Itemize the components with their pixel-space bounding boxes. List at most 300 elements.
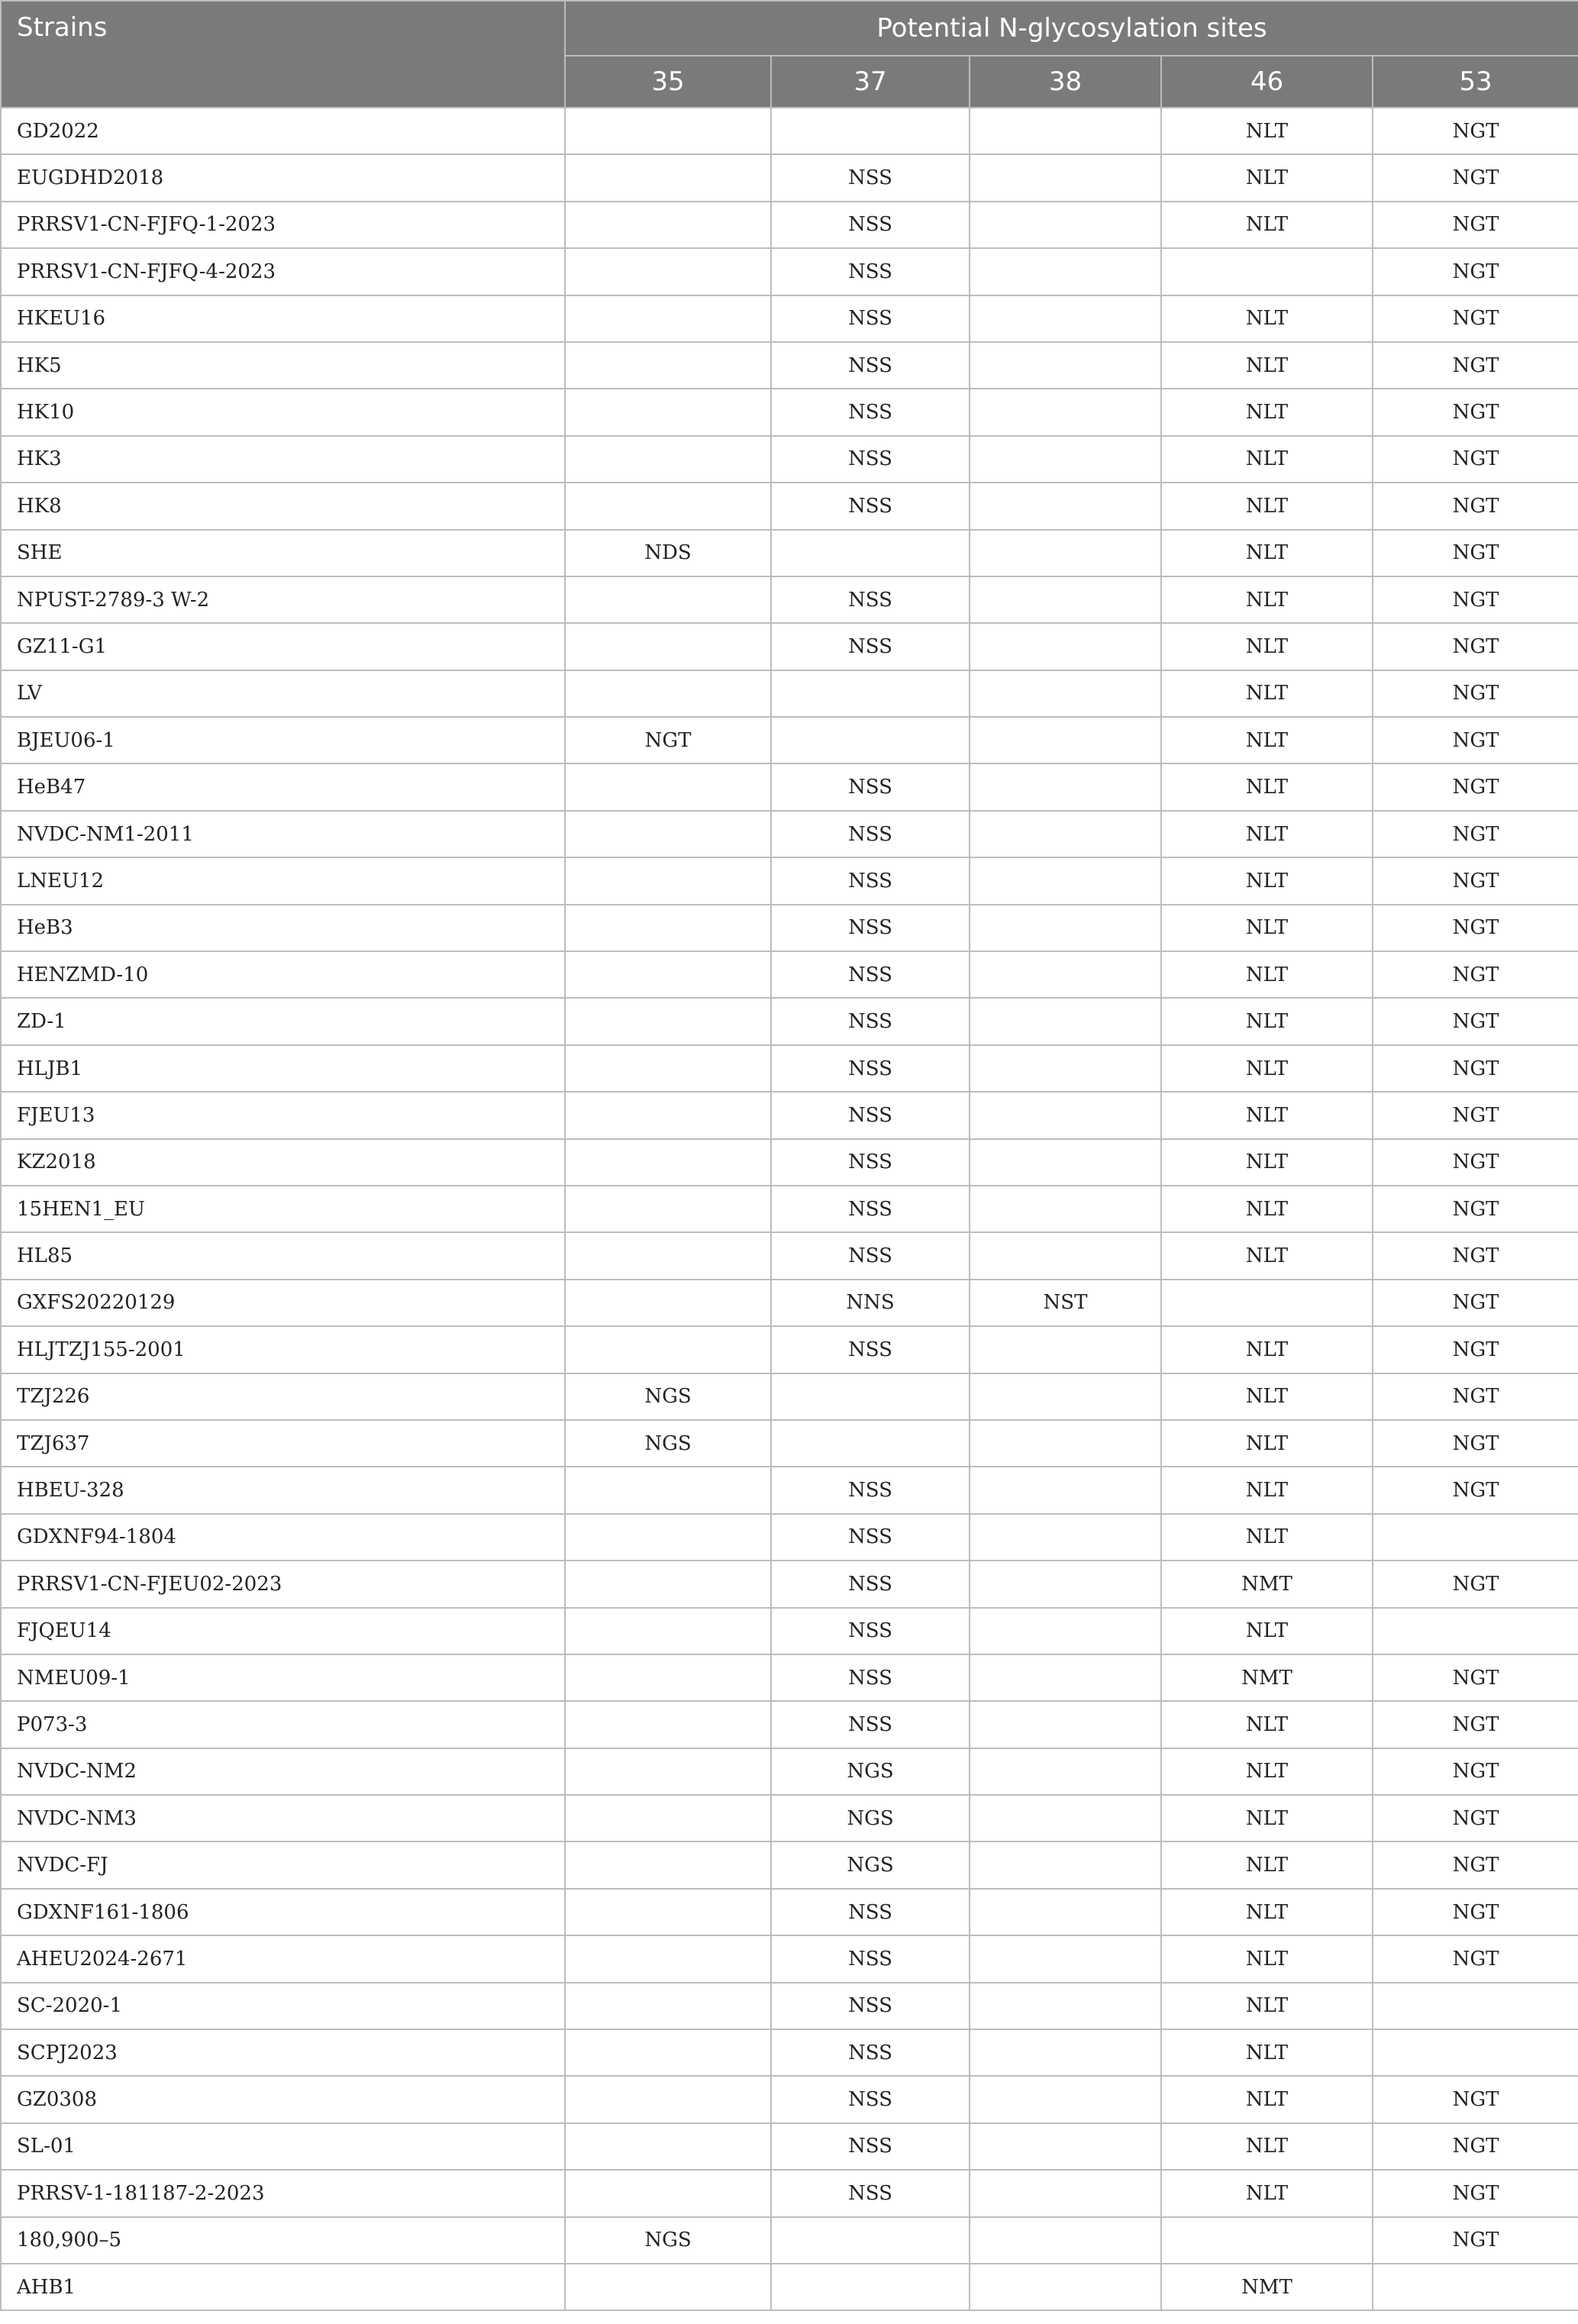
table-row bbox=[1, 763, 1578, 810]
site-35-cell bbox=[565, 951, 771, 998]
site-46-cell: NLT bbox=[1161, 342, 1373, 389]
site-53-cell: NGT bbox=[1373, 1748, 1578, 1795]
site-46-cell: NLT bbox=[1161, 389, 1373, 435]
site-35-cell bbox=[565, 576, 771, 623]
site-38-cell: NST bbox=[970, 1280, 1161, 1326]
site-37-cell: NSS bbox=[771, 2170, 970, 2216]
site-46-cell: NLT bbox=[1161, 154, 1373, 201]
site-38-cell bbox=[970, 1186, 1161, 1232]
site-53-cell bbox=[1373, 1514, 1578, 1561]
strain-cell: NMEU09-1 bbox=[1, 1654, 565, 1701]
site-46-cell: NLT bbox=[1161, 1420, 1373, 1467]
site-38-cell bbox=[970, 1841, 1161, 1888]
site-37-cell: NGS bbox=[771, 1795, 970, 1841]
site-37-cell bbox=[771, 1420, 970, 1467]
site-37-cell: NSS bbox=[771, 248, 970, 295]
site-53-cell: NGT bbox=[1373, 763, 1578, 810]
strain-cell: NVDC-FJ bbox=[1, 1841, 565, 1888]
site-46-cell: NLT bbox=[1161, 1608, 1373, 1654]
site-38-cell bbox=[970, 717, 1161, 763]
site-35-cell bbox=[565, 763, 771, 810]
site-46-cell: NLT bbox=[1161, 1701, 1373, 1748]
site-37-cell: NSS bbox=[771, 951, 970, 998]
site-53-cell: NGT bbox=[1373, 1092, 1578, 1138]
site-37-cell: NSS bbox=[771, 202, 970, 248]
site-46-cell: NMT bbox=[1161, 1654, 1373, 1701]
strain-cell: HeB47 bbox=[1, 763, 565, 810]
site-53-cell: NGT bbox=[1373, 1373, 1578, 1420]
strain-cell: ZD-1 bbox=[1, 998, 565, 1044]
table-row bbox=[1, 905, 1578, 951]
strain-cell: LNEU12 bbox=[1, 857, 565, 904]
site-46-cell: NLT bbox=[1161, 2029, 1373, 2076]
site-35-cell bbox=[565, 2170, 771, 2216]
site-37-cell bbox=[771, 2264, 970, 2310]
table-row bbox=[1, 857, 1578, 904]
site-46-cell: NLT bbox=[1161, 1139, 1373, 1186]
site-53-cell: NGT bbox=[1373, 530, 1578, 576]
site-35-cell bbox=[565, 811, 771, 857]
position-header-37: 37 bbox=[771, 56, 970, 108]
table-row bbox=[1, 1373, 1578, 1420]
table-row bbox=[1, 1232, 1578, 1279]
strain-cell: PRRSV1-CN-FJEU02-2023 bbox=[1, 1561, 565, 1607]
site-38-cell bbox=[970, 1889, 1161, 1935]
site-37-cell: NSS bbox=[771, 1092, 970, 1138]
site-35-cell: NGS bbox=[565, 1420, 771, 1467]
site-53-cell: NGT bbox=[1373, 295, 1578, 342]
strain-cell: GD2022 bbox=[1, 108, 565, 154]
site-37-cell: NGS bbox=[771, 1841, 970, 1888]
site-53-cell: NGT bbox=[1373, 717, 1578, 763]
table-row bbox=[1, 576, 1578, 623]
site-38-cell bbox=[970, 998, 1161, 1044]
site-53-cell: NGT bbox=[1373, 154, 1578, 201]
site-35-cell bbox=[565, 905, 771, 951]
strain-cell: HK5 bbox=[1, 342, 565, 389]
strain-cell: 15HEN1_EU bbox=[1, 1186, 565, 1232]
site-46-cell: NLT bbox=[1161, 998, 1373, 1044]
site-53-cell: NGT bbox=[1373, 1232, 1578, 1279]
site-53-cell: NGT bbox=[1373, 1467, 1578, 1513]
site-53-cell: NGT bbox=[1373, 1795, 1578, 1841]
site-46-cell bbox=[1161, 248, 1373, 295]
site-46-cell: NLT bbox=[1161, 623, 1373, 670]
site-38-cell bbox=[970, 623, 1161, 670]
site-35-cell bbox=[565, 998, 771, 1044]
site-35-cell bbox=[565, 342, 771, 389]
site-37-cell: NSS bbox=[771, 1139, 970, 1186]
site-53-cell: NGT bbox=[1373, 811, 1578, 857]
strain-cell: HeB3 bbox=[1, 905, 565, 951]
site-37-cell: NSS bbox=[771, 623, 970, 670]
strain-cell: HK10 bbox=[1, 389, 565, 435]
table-row bbox=[1, 2029, 1578, 2076]
site-53-cell: NGT bbox=[1373, 1654, 1578, 1701]
site-46-cell bbox=[1161, 2217, 1373, 2264]
position-header-46: 46 bbox=[1161, 56, 1373, 108]
site-46-cell: NLT bbox=[1161, 1326, 1373, 1373]
site-35-cell bbox=[565, 1186, 771, 1232]
site-37-cell: NSS bbox=[771, 2123, 970, 2170]
site-35-cell bbox=[565, 1748, 771, 1795]
strain-cell: HLJB1 bbox=[1, 1045, 565, 1092]
site-53-cell: NGT bbox=[1373, 342, 1578, 389]
site-38-cell bbox=[970, 2029, 1161, 2076]
site-38-cell bbox=[970, 1748, 1161, 1795]
site-46-cell: NLT bbox=[1161, 1186, 1373, 1232]
site-38-cell bbox=[970, 1045, 1161, 1092]
site-35-cell bbox=[565, 1889, 771, 1935]
site-46-cell: NLT bbox=[1161, 1841, 1373, 1888]
site-35-cell bbox=[565, 670, 771, 717]
site-38-cell bbox=[970, 1373, 1161, 1420]
site-53-cell: NGT bbox=[1373, 436, 1578, 483]
table-row bbox=[1, 248, 1578, 295]
site-37-cell: NGS bbox=[771, 1748, 970, 1795]
site-46-cell: NLT bbox=[1161, 576, 1373, 623]
table-row bbox=[1, 717, 1578, 763]
site-46-cell: NLT bbox=[1161, 1983, 1373, 2029]
strain-cell: AHB1 bbox=[1, 2264, 565, 2310]
table-row bbox=[1, 1841, 1578, 1888]
strain-cell: GDXNF161-1806 bbox=[1, 1889, 565, 1935]
site-53-cell: NGT bbox=[1373, 1841, 1578, 1888]
table-row bbox=[1, 1983, 1578, 2029]
strain-cell: 180,900–5 bbox=[1, 2217, 565, 2264]
site-46-cell: NLT bbox=[1161, 857, 1373, 904]
site-46-cell: NLT bbox=[1161, 1045, 1373, 1092]
site-53-cell: NGT bbox=[1373, 1420, 1578, 1467]
site-37-cell bbox=[771, 2217, 970, 2264]
site-37-cell: NSS bbox=[771, 1889, 970, 1935]
site-46-cell: NLT bbox=[1161, 670, 1373, 717]
site-37-cell: NSS bbox=[771, 436, 970, 483]
site-53-cell: NGT bbox=[1373, 623, 1578, 670]
site-35-cell bbox=[565, 389, 771, 435]
site-46-cell: NMT bbox=[1161, 1561, 1373, 1607]
strain-cell: HBEU-328 bbox=[1, 1467, 565, 1513]
site-38-cell bbox=[970, 1795, 1161, 1841]
table-row bbox=[1, 1514, 1578, 1561]
site-38-cell bbox=[970, 2170, 1161, 2216]
site-35-cell bbox=[565, 436, 771, 483]
site-46-cell: NLT bbox=[1161, 2123, 1373, 2170]
site-35-cell bbox=[565, 248, 771, 295]
site-35-cell bbox=[565, 2076, 771, 2122]
site-46-cell: NLT bbox=[1161, 811, 1373, 857]
site-35-cell bbox=[565, 2123, 771, 2170]
site-38-cell bbox=[970, 670, 1161, 717]
site-53-cell: NGT bbox=[1373, 905, 1578, 951]
site-46-cell: NLT bbox=[1161, 436, 1373, 483]
site-38-cell bbox=[970, 905, 1161, 951]
strain-cell: TZJ226 bbox=[1, 1373, 565, 1420]
site-37-cell: NSS bbox=[771, 1561, 970, 1607]
table-row bbox=[1, 670, 1578, 717]
site-35-cell bbox=[565, 1326, 771, 1373]
site-35-cell bbox=[565, 1841, 771, 1888]
site-35-cell: NGS bbox=[565, 2217, 771, 2264]
site-46-cell: NLT bbox=[1161, 1795, 1373, 1841]
table-row bbox=[1, 1280, 1578, 1326]
site-37-cell bbox=[771, 108, 970, 154]
site-38-cell bbox=[970, 248, 1161, 295]
site-53-cell: NGT bbox=[1373, 2123, 1578, 2170]
site-35-cell bbox=[565, 623, 771, 670]
site-53-cell: NGT bbox=[1373, 1280, 1578, 1326]
site-37-cell: NSS bbox=[771, 998, 970, 1044]
site-38-cell bbox=[970, 1701, 1161, 1748]
site-53-cell: NGT bbox=[1373, 1326, 1578, 1373]
site-53-cell bbox=[1373, 2264, 1578, 2310]
site-38-cell bbox=[970, 1935, 1161, 1982]
site-46-cell: NLT bbox=[1161, 717, 1373, 763]
strain-cell: AHEU2024-2671 bbox=[1, 1935, 565, 1982]
table-row bbox=[1, 1326, 1578, 1373]
site-38-cell bbox=[970, 2264, 1161, 2310]
site-37-cell: NSS bbox=[771, 2029, 970, 2076]
site-46-cell: NLT bbox=[1161, 2076, 1373, 2122]
site-46-cell: NLT bbox=[1161, 763, 1373, 810]
site-53-cell bbox=[1373, 1983, 1578, 2029]
site-53-cell: NGT bbox=[1373, 2076, 1578, 2122]
site-38-cell bbox=[970, 1983, 1161, 2029]
table-row bbox=[1, 1701, 1578, 1748]
table-row bbox=[1, 1795, 1578, 1841]
site-53-cell: NGT bbox=[1373, 202, 1578, 248]
site-53-cell: NGT bbox=[1373, 857, 1578, 904]
strain-cell: PRRSV-1-181187-2-2023 bbox=[1, 2170, 565, 2216]
site-53-cell: NGT bbox=[1373, 1045, 1578, 1092]
site-53-cell: NGT bbox=[1373, 2217, 1578, 2264]
site-38-cell bbox=[970, 1467, 1161, 1513]
site-38-cell bbox=[970, 295, 1161, 342]
table-row bbox=[1, 1139, 1578, 1186]
strain-cell: GDXNF94-1804 bbox=[1, 1514, 565, 1561]
site-37-cell bbox=[771, 530, 970, 576]
site-35-cell bbox=[565, 1045, 771, 1092]
site-37-cell: NSS bbox=[771, 576, 970, 623]
site-46-cell: NLT bbox=[1161, 1092, 1373, 1138]
table-row bbox=[1, 1654, 1578, 1701]
site-53-cell: NGT bbox=[1373, 2170, 1578, 2216]
site-38-cell bbox=[970, 2217, 1161, 2264]
site-35-cell bbox=[565, 1092, 771, 1138]
site-37-cell: NSS bbox=[771, 154, 970, 201]
site-38-cell bbox=[970, 763, 1161, 810]
position-header-35: 35 bbox=[565, 56, 771, 108]
site-37-cell: NSS bbox=[771, 1467, 970, 1513]
site-37-cell: NSS bbox=[771, 1045, 970, 1092]
site-37-cell: NSS bbox=[771, 1983, 970, 2029]
strain-cell: SL-01 bbox=[1, 2123, 565, 2170]
table-row bbox=[1, 2264, 1578, 2310]
site-37-cell bbox=[771, 670, 970, 717]
strain-cell: SC-2020-1 bbox=[1, 1983, 565, 2029]
strain-cell: BJEU06-1 bbox=[1, 717, 565, 763]
table-row bbox=[1, 2217, 1578, 2264]
table-row bbox=[1, 1748, 1578, 1795]
site-37-cell: NSS bbox=[771, 2076, 970, 2122]
site-46-cell: NLT bbox=[1161, 1514, 1373, 1561]
site-37-cell: NSS bbox=[771, 1326, 970, 1373]
strain-cell: SHE bbox=[1, 530, 565, 576]
strain-cell: LV bbox=[1, 670, 565, 717]
position-header-53: 53 bbox=[1373, 56, 1578, 108]
site-53-cell: NGT bbox=[1373, 483, 1578, 529]
strain-cell: EUGDHD2018 bbox=[1, 154, 565, 201]
site-38-cell bbox=[970, 1092, 1161, 1138]
table-row bbox=[1, 2170, 1578, 2216]
site-37-cell: NSS bbox=[771, 811, 970, 857]
strain-cell: TZJ637 bbox=[1, 1420, 565, 1467]
site-46-cell: NLT bbox=[1161, 1935, 1373, 1982]
table-row bbox=[1, 389, 1578, 435]
site-53-cell: NGT bbox=[1373, 108, 1578, 154]
site-37-cell: NSS bbox=[771, 483, 970, 529]
strain-cell: HK8 bbox=[1, 483, 565, 529]
site-46-cell: NLT bbox=[1161, 202, 1373, 248]
site-46-cell: NLT bbox=[1161, 1889, 1373, 1935]
site-46-cell bbox=[1161, 1280, 1373, 1326]
site-46-cell: NLT bbox=[1161, 295, 1373, 342]
site-46-cell: NLT bbox=[1161, 951, 1373, 998]
table-row bbox=[1, 483, 1578, 529]
site-38-cell bbox=[970, 576, 1161, 623]
strain-cell: P073-3 bbox=[1, 1701, 565, 1748]
strain-cell: PRRSV1-CN-FJFQ-4-2023 bbox=[1, 248, 565, 295]
strain-cell: GZ0308 bbox=[1, 2076, 565, 2122]
site-46-cell: NLT bbox=[1161, 1232, 1373, 1279]
site-37-cell: NSS bbox=[771, 763, 970, 810]
strain-cell: NPUST-2789-3 W-2 bbox=[1, 576, 565, 623]
site-35-cell bbox=[565, 857, 771, 904]
site-38-cell bbox=[970, 1326, 1161, 1373]
site-53-cell: NGT bbox=[1373, 670, 1578, 717]
site-38-cell bbox=[970, 1232, 1161, 1279]
site-53-cell: NGT bbox=[1373, 576, 1578, 623]
table-row bbox=[1, 1186, 1578, 1232]
site-37-cell: NSS bbox=[771, 342, 970, 389]
site-38-cell bbox=[970, 1654, 1161, 1701]
site-37-cell: NSS bbox=[771, 1654, 970, 1701]
site-35-cell bbox=[565, 1654, 771, 1701]
table-header bbox=[1, 1, 1578, 108]
strain-cell: FJEU13 bbox=[1, 1092, 565, 1138]
site-53-cell bbox=[1373, 2029, 1578, 2076]
table-body bbox=[1, 108, 1578, 2310]
site-35-cell bbox=[565, 1935, 771, 1982]
glycosylation-sites-group-header: Potential N-glycosylation sites bbox=[565, 1, 1578, 56]
table-row bbox=[1, 1467, 1578, 1513]
table-row bbox=[1, 202, 1578, 248]
site-35-cell bbox=[565, 1232, 771, 1279]
site-35-cell bbox=[565, 1608, 771, 1654]
table-row bbox=[1, 1561, 1578, 1607]
site-53-cell: NGT bbox=[1373, 1186, 1578, 1232]
site-37-cell: NSS bbox=[771, 389, 970, 435]
site-35-cell bbox=[565, 1795, 771, 1841]
site-38-cell bbox=[970, 1420, 1161, 1467]
table-row bbox=[1, 295, 1578, 342]
site-37-cell: NSS bbox=[771, 1514, 970, 1561]
strains-column-header: Strains bbox=[1, 1, 565, 108]
strain-cell: NVDC-NM3 bbox=[1, 1795, 565, 1841]
site-37-cell: NSS bbox=[771, 905, 970, 951]
site-35-cell bbox=[565, 2029, 771, 2076]
site-38-cell bbox=[970, 1514, 1161, 1561]
site-38-cell bbox=[970, 202, 1161, 248]
table-row bbox=[1, 342, 1578, 389]
strain-cell: SCPJ2023 bbox=[1, 2029, 565, 2076]
strain-cell: HL85 bbox=[1, 1232, 565, 1279]
table-row bbox=[1, 623, 1578, 670]
site-38-cell bbox=[970, 1139, 1161, 1186]
table-row bbox=[1, 1889, 1578, 1935]
site-38-cell bbox=[970, 389, 1161, 435]
site-38-cell bbox=[970, 857, 1161, 904]
table-row bbox=[1, 1935, 1578, 1982]
site-37-cell bbox=[771, 1373, 970, 1420]
table-row bbox=[1, 1045, 1578, 1092]
site-37-cell: NNS bbox=[771, 1280, 970, 1326]
site-35-cell bbox=[565, 108, 771, 154]
site-53-cell: NGT bbox=[1373, 248, 1578, 295]
table-row bbox=[1, 108, 1578, 154]
site-38-cell bbox=[970, 530, 1161, 576]
site-53-cell: NGT bbox=[1373, 1139, 1578, 1186]
table-row bbox=[1, 951, 1578, 998]
site-53-cell: NGT bbox=[1373, 951, 1578, 998]
strain-cell: NVDC-NM2 bbox=[1, 1748, 565, 1795]
strain-cell: KZ2018 bbox=[1, 1139, 565, 1186]
site-38-cell bbox=[970, 951, 1161, 998]
site-53-cell: NGT bbox=[1373, 1935, 1578, 1982]
site-37-cell: NSS bbox=[771, 857, 970, 904]
site-46-cell: NLT bbox=[1161, 1373, 1373, 1420]
site-37-cell: NSS bbox=[771, 295, 970, 342]
site-35-cell bbox=[565, 1983, 771, 2029]
strain-cell: FJQEU14 bbox=[1, 1608, 565, 1654]
site-35-cell bbox=[565, 483, 771, 529]
table-row bbox=[1, 1092, 1578, 1138]
table-row bbox=[1, 998, 1578, 1044]
site-38-cell bbox=[970, 2076, 1161, 2122]
strain-cell: GZ11-G1 bbox=[1, 623, 565, 670]
table-row bbox=[1, 811, 1578, 857]
site-35-cell bbox=[565, 202, 771, 248]
strain-cell: HLJTZJ155-2001 bbox=[1, 1326, 565, 1373]
site-37-cell: NSS bbox=[771, 1232, 970, 1279]
site-38-cell bbox=[970, 154, 1161, 201]
site-46-cell: NLT bbox=[1161, 108, 1373, 154]
site-35-cell: NGS bbox=[565, 1373, 771, 1420]
site-35-cell bbox=[565, 1514, 771, 1561]
strain-cell: NVDC-NM1-2011 bbox=[1, 811, 565, 857]
site-37-cell bbox=[771, 717, 970, 763]
site-38-cell bbox=[970, 1608, 1161, 1654]
table-row bbox=[1, 154, 1578, 201]
site-46-cell: NLT bbox=[1161, 1467, 1373, 1513]
site-46-cell: NLT bbox=[1161, 905, 1373, 951]
site-46-cell: NMT bbox=[1161, 2264, 1373, 2310]
strain-cell: HKEU16 bbox=[1, 295, 565, 342]
site-37-cell: NSS bbox=[771, 1608, 970, 1654]
strain-cell: HENZMD-10 bbox=[1, 951, 565, 998]
site-37-cell: NSS bbox=[771, 1186, 970, 1232]
site-38-cell bbox=[970, 342, 1161, 389]
